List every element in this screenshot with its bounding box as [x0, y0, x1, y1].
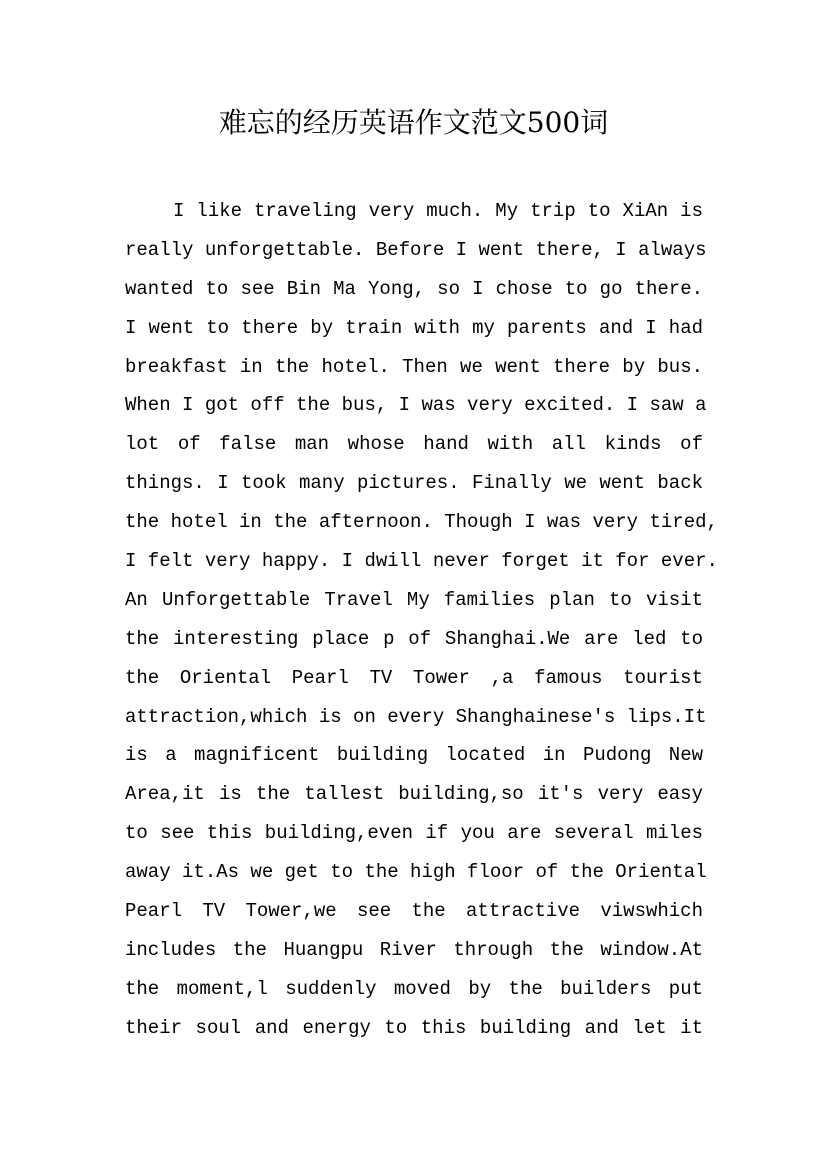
essay-line: I like traveling very much. My trip to XiAn is [173, 200, 703, 222]
document-title: 难忘的经历英语作文范文500词 [218, 106, 609, 139]
essay-line: things. I took many pictures. Finally we went back [125, 472, 703, 495]
essay-line: When I got off the bus, I was very excited. I saw a [125, 394, 707, 417]
essay-line: I went to there by train with my parents and I had [125, 316, 703, 339]
essay-line: is a magnificent building located in Pudong New [125, 744, 703, 767]
essay-line: the moment,l suddenly moved by the builders put [125, 977, 703, 1000]
essay-line: An Unforgettable Travel My families plan to visit [125, 588, 703, 611]
essay-line: lot of false man whose hand with all kinds of [125, 433, 703, 456]
essay-line: wanted to see Bin Ma Yong, so I chose to go there. [125, 277, 703, 300]
essay-line: Area,it is the tallest building,so it's very easy [125, 783, 703, 806]
essay-line: Pearl TV Tower,we see the attractive viwswhich [125, 900, 703, 923]
essay-line: away it.As we get to the high floor of the Oriental [125, 861, 707, 884]
essay-body [125, 192, 718, 1048]
essay-line: the hotel in the afternoon. Though I was very tired, [125, 511, 718, 534]
essay-line: the interesting place p of Shanghai.We are led to [125, 627, 703, 650]
essay-line: the Oriental Pearl TV Tower ,a famous tourist [125, 666, 703, 689]
essay-line: really unforgettable. Before I went there, I always [125, 238, 707, 261]
essay-line: their soul and energy to this building and let it [125, 1016, 703, 1039]
essay-line: includes the Huangpu River through the window.At [125, 938, 703, 961]
essay-line: attraction,which is on every Shanghainese's lips.It [125, 705, 707, 728]
essay-line: I felt very happy. I dwill never forget it for ever. [125, 550, 718, 573]
essay-line: breakfast in the hotel. Then we went there by bus. [125, 355, 703, 378]
essay-line: to see this building,even if you are several miles [125, 822, 703, 845]
